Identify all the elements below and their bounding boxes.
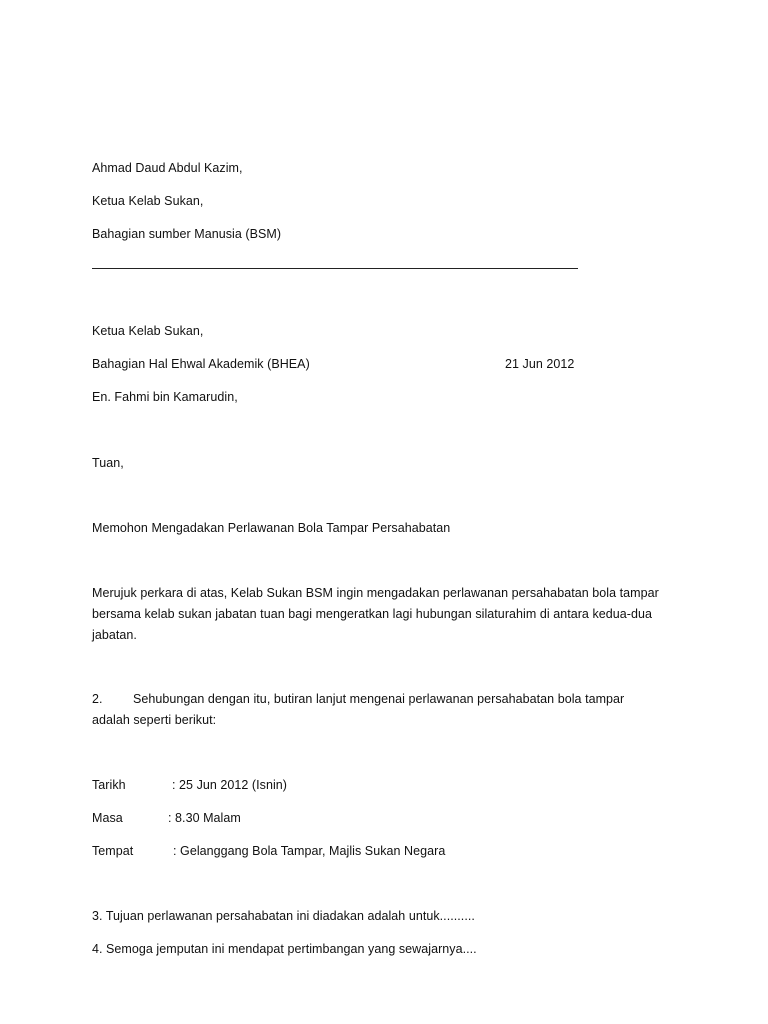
para2-line: adalah seperti berikut:	[92, 713, 217, 727]
detail-label-masa: Masa	[92, 811, 123, 825]
sender-name: Ahmad Daud Abdul Kazim,	[92, 161, 243, 175]
letter-date: 21 Jun 2012	[505, 357, 575, 371]
detail-label-tarikh: Tarikh	[92, 778, 126, 792]
recipient-position: Ketua Kelab Sukan,	[92, 324, 204, 338]
para4: 4. Semoga jemputan ini mendapat pertimbangan yang sewajarnya....	[92, 942, 477, 956]
para1-line: Merujuk perkara di atas, Kelab Sukan BSM ingin mengadakan perlawanan persahabatan bola tampar	[92, 586, 659, 600]
para2-number: 2.	[92, 692, 103, 706]
detail-label-tempat: Tempat	[92, 844, 134, 858]
para2-line: Sehubungan dengan itu, butiran lanjut mengenai perlawanan persahabatan bola tampar	[133, 692, 625, 706]
recipient-name: En. Fahmi bin Kamarudin,	[92, 390, 238, 404]
para1-line: bersama kelab sukan jabatan tuan bagi mengeratkan lagi hubungan silaturahim di antara kedua-dua	[92, 607, 652, 621]
detail-value-masa: : 8.30 Malam	[168, 811, 241, 825]
detail-value-tempat: : Gelanggang Bola Tampar, Majlis Sukan Negara	[173, 844, 446, 858]
detail-value-tarikh: : 25 Jun 2012 (Isnin)	[172, 778, 288, 792]
subject-line: Memohon Mengadakan Perlawanan Bola Tampar Persahabatan	[92, 521, 451, 535]
recipient-department: Bahagian Hal Ehwal Akademik (BHEA)	[92, 357, 310, 371]
sender-position: Ketua Kelab Sukan,	[92, 194, 204, 208]
separator-line	[92, 268, 578, 269]
salutation: Tuan,	[92, 456, 124, 470]
para1-line: jabatan.	[92, 628, 137, 642]
sender-department: Bahagian sumber Manusia (BSM)	[92, 227, 282, 241]
para3: 3. Tujuan perlawanan persahabatan ini diadakan adalah untuk..........	[92, 909, 475, 923]
